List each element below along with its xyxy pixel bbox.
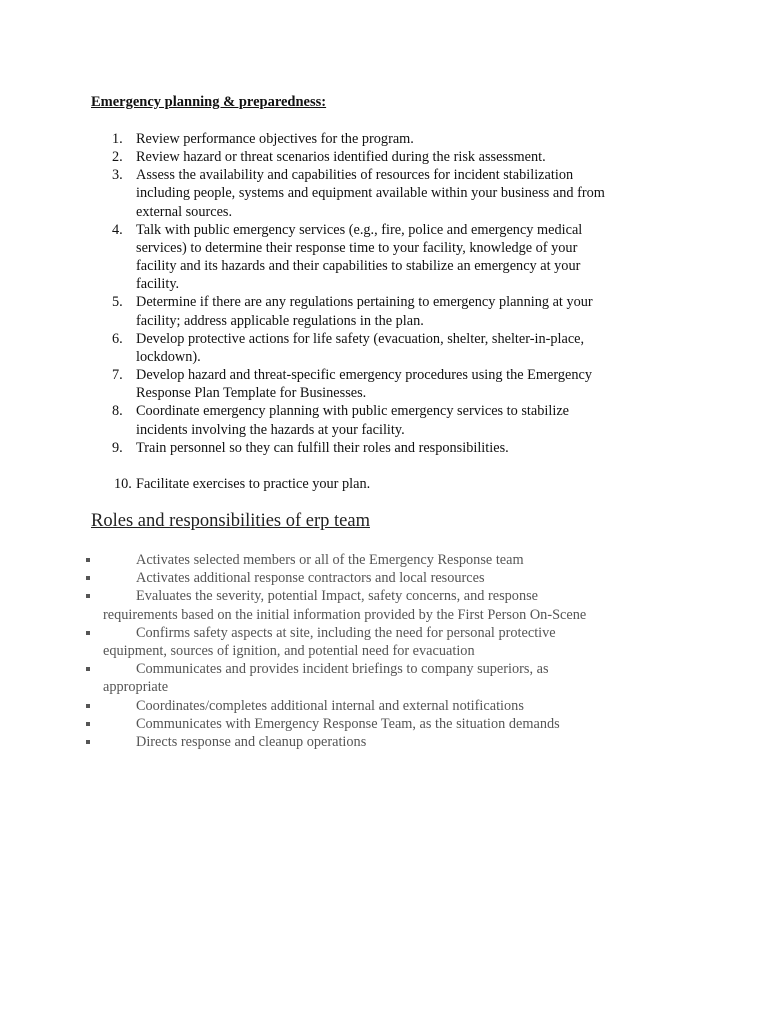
bullet-item (0, 551, 768, 569)
list-number: 4. (112, 221, 123, 238)
list-item-text: lockdown). (136, 348, 201, 365)
list-item (0, 293, 768, 329)
list-item-text: external sources. (136, 203, 233, 220)
bullet-item (0, 587, 768, 623)
list-item-text: facility; address applicable regulations in the plan. (136, 312, 424, 329)
list-item (0, 475, 768, 493)
list-item-text: Facilitate exercises to practice your plan. (136, 475, 371, 492)
list-number: 5. (112, 294, 123, 311)
square-bullet-icon (86, 558, 90, 562)
list-item-text: Coordinate emergency planning with public emergency services to stabilize (136, 403, 570, 420)
list-number: 6. (112, 330, 123, 347)
bullet-text-continuation: appropriate (103, 679, 169, 696)
square-bullet-icon (86, 740, 90, 744)
list-item-text: Develop hazard and threat-specific emergency procedures using the Emergency (136, 367, 592, 384)
bullet-item (0, 715, 768, 733)
list-number: 8. (112, 403, 123, 420)
bullet-list (0, 551, 768, 751)
numbered-list (0, 130, 768, 493)
bullet-item (0, 697, 768, 715)
bullet-text: Activates selected members or all of the Emergency Response team (136, 552, 524, 568)
list-item-text: Response Plan Template for Businesses. (136, 385, 367, 402)
spacer (0, 457, 768, 475)
list-number: 3. (112, 167, 123, 184)
square-bullet-icon (86, 631, 90, 635)
bullet-item (0, 660, 768, 696)
bullet-text: Evaluates the severity, potential Impact, safety concerns, and response (136, 588, 539, 605)
bullet-text-continuation: equipment, sources of ignition, and potential need for evacuation (103, 643, 475, 660)
square-bullet-icon (86, 576, 90, 580)
list-item (0, 439, 768, 457)
list-item-text: Assess the availability and capabilities of resources for incident stabilization (136, 167, 574, 184)
list-item-text: facility and its hazards and their capabilities to stabilize an emergency at your (136, 258, 581, 275)
bullet-text: Directs response and cleanup operations (136, 734, 367, 751)
bullet-text: Communicates with Emergency Response Team, as the situation demands (136, 715, 560, 732)
bullet-item (0, 569, 768, 587)
bullet-item (0, 624, 768, 660)
list-number: 10. (114, 475, 132, 492)
list-item (0, 330, 768, 366)
list-item-text: Review performance objectives for the program. (136, 131, 414, 147)
square-bullet-icon (86, 722, 90, 726)
bullet-text: Coordinates/completes additional internal and external notifications (136, 697, 524, 714)
bullet-text: Communicates and provides incident briefings to company superiors, as (136, 661, 549, 678)
section-heading-emergency-planning: Emergency planning & preparedness: (91, 94, 327, 110)
list-number: 7. (112, 367, 123, 384)
list-item (0, 402, 768, 438)
list-number: 2. (112, 149, 123, 166)
list-item (0, 221, 768, 294)
list-number: 1. (112, 131, 123, 147)
list-item-text: Train personnel so they can fulfill their roles and responsibilities. (136, 439, 509, 456)
list-item-text: services) to determine their response time to your facility, knowledge of your (136, 239, 578, 256)
list-item-text: Review hazard or threat scenarios identified during the risk assessment. (136, 149, 546, 166)
list-item-text: Develop protective actions for life safety (evacuation, shelter, shelter-in-place, (136, 330, 585, 347)
list-item (0, 166, 768, 220)
section-heading-roles: Roles and responsibilities of erp team (91, 511, 370, 531)
list-item-text: including people, systems and equipment available within your business and from (136, 185, 605, 202)
list-item-text: facility. (136, 276, 180, 293)
list-item (0, 366, 768, 402)
list-item (0, 130, 768, 148)
square-bullet-icon (86, 704, 90, 708)
bullet-text-continuation: requirements based on the initial information provided by the First Person On-Scene (103, 606, 587, 623)
list-item (0, 148, 768, 166)
square-bullet-icon (86, 594, 90, 598)
list-number: 9. (112, 439, 123, 456)
list-item-text: Talk with public emergency services (e.g., fire, police and emergency medical (136, 221, 583, 238)
list-item-text: incidents involving the hazards at your facility. (136, 421, 405, 438)
square-bullet-icon (86, 667, 90, 671)
bullet-text: Activates additional response contractors and local resources (136, 570, 485, 587)
list-item-text: Determine if there are any regulations pertaining to emergency planning at your (136, 294, 593, 311)
bullet-text: Confirms safety aspects at site, including the need for personal protective (136, 624, 556, 641)
bullet-item (0, 733, 768, 751)
